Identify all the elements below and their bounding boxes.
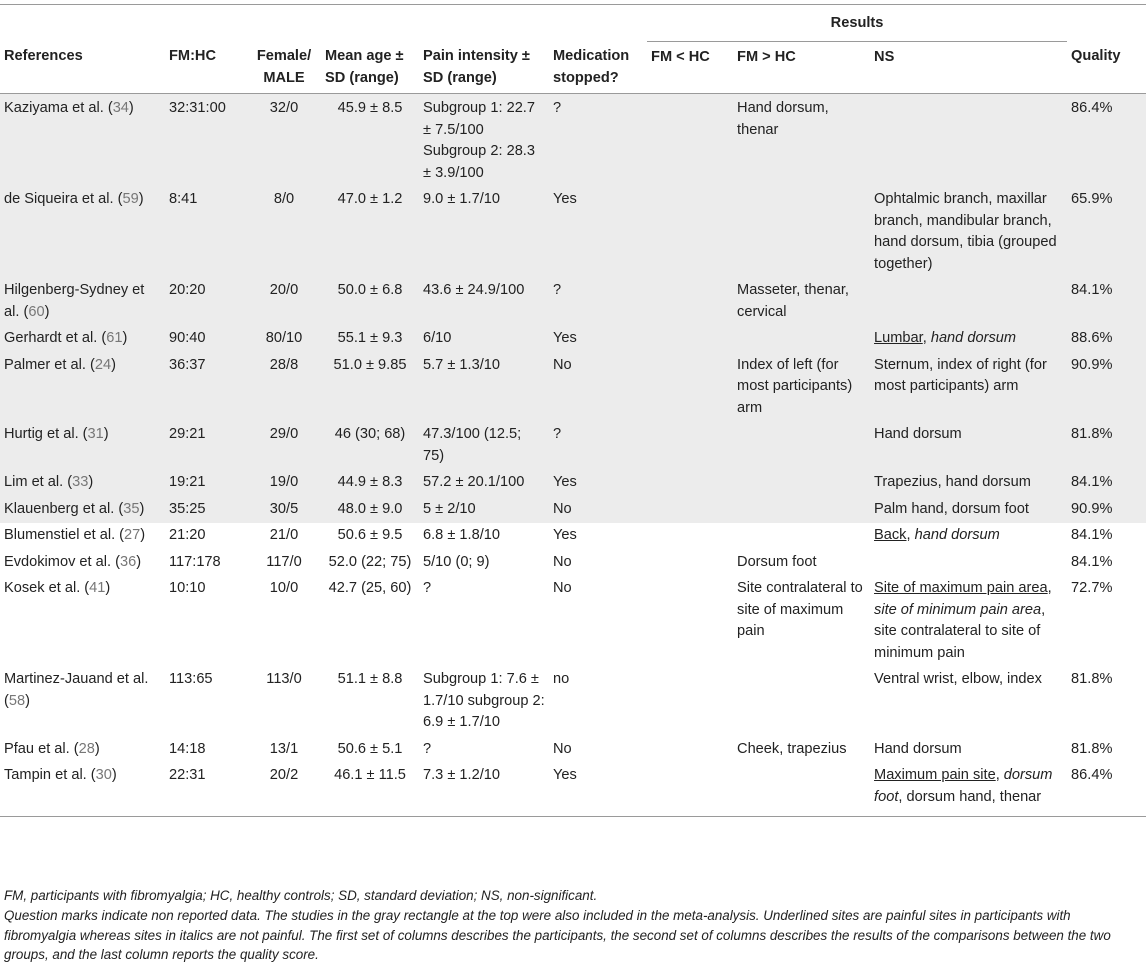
- reference-close: ): [105, 580, 111, 596]
- cell-reference: [0, 737, 165, 764]
- ns-separator: ,: [1047, 580, 1052, 596]
- cell-quality: 90.9%: [1067, 497, 1146, 524]
- cell-ns: [870, 550, 1067, 577]
- ns-underlined-site: Lumbar: [874, 330, 923, 346]
- cell-ns: [870, 470, 1067, 497]
- cell-pain-intensity: 57.2 ± 20.1/100: [419, 470, 549, 497]
- col-fm-hc: FM:HC: [169, 48, 217, 64]
- cell-ns: [870, 576, 1067, 667]
- col-fm-lt-hc: FM < HC: [651, 48, 710, 65]
- ns-site: Hand dorsum: [874, 426, 962, 442]
- cell-fm-hc: 36:37: [165, 353, 247, 423]
- cell-quality: 84.1%: [1071, 553, 1113, 570]
- cell-female-male: 13/1: [269, 740, 299, 757]
- cell-fm-lt-hc: [647, 326, 733, 353]
- cell-reference: [0, 763, 165, 817]
- reference-number: 31: [87, 426, 104, 442]
- cell-mean-age: 50.0 ± 6.8: [321, 278, 419, 326]
- reference-close: ): [103, 426, 109, 442]
- reference-close: ): [44, 303, 50, 320]
- reference-text: de Siqueira et al. (: [4, 191, 123, 207]
- cell-ns: [870, 763, 1067, 817]
- studies-table: [0, 4, 1146, 817]
- cell-fm-lt-hc: [647, 470, 733, 497]
- cell-reference: [0, 497, 165, 524]
- ns-separator: ,: [898, 788, 907, 805]
- cell-fm-hc: 14:18: [169, 740, 206, 757]
- reference-number: 27: [124, 527, 141, 543]
- cell-quality: 72.7%: [1071, 580, 1113, 596]
- cell-quality: 84.1%: [1071, 527, 1113, 543]
- cell-mean-age: 51.1 ± 8.8: [337, 671, 403, 687]
- cell-female-male: 20/2: [269, 767, 299, 783]
- cell-reference: [0, 353, 165, 423]
- cell-fm-lt-hc: [647, 667, 733, 737]
- cell-fm-gt-hc: [733, 763, 870, 817]
- ns-separator: ,: [1041, 601, 1046, 618]
- cell-medication: No: [553, 580, 572, 596]
- cell-fm-gt-hc: [733, 422, 870, 470]
- reference-number: 33: [72, 474, 89, 490]
- cell-medication: ?: [549, 422, 647, 470]
- cell-ns: [870, 523, 1067, 550]
- cell-mean-age: 50.6 ± 9.5: [337, 527, 403, 543]
- table-row: [0, 353, 1146, 423]
- reference-number: 28: [78, 740, 95, 757]
- cell-pain-intensity: 47.3/100 (12.5; 75): [419, 422, 549, 470]
- reference-close: ): [111, 356, 116, 373]
- reference-number: 60: [28, 303, 45, 320]
- cell-pain-intensity: 6/10: [419, 326, 549, 353]
- reference-close: ): [25, 692, 30, 709]
- reference-text: Blumenstiel et al. (: [4, 527, 125, 543]
- cell-medication: ?: [549, 278, 647, 326]
- cell-fm-lt-hc: [647, 763, 733, 817]
- table-row: [0, 422, 1146, 470]
- reference-text: Martinez-Jauand et al. (: [4, 671, 149, 709]
- reference-number: 30: [95, 767, 112, 783]
- cell-mean-age: 51.0 ± 9.85: [321, 353, 419, 423]
- cell-medication: No: [553, 553, 572, 570]
- col-quality: Quality: [1071, 48, 1121, 64]
- cell-fm-lt-hc: [647, 523, 733, 550]
- cell-female-male: 80/10: [247, 326, 321, 353]
- ns-site: Palm hand, dorsum foot: [874, 500, 1029, 517]
- cell-fm-hc: 113:65: [169, 671, 213, 687]
- cell-fm-gt-hc: [733, 523, 870, 550]
- cell-reference: [0, 667, 165, 737]
- cell-pain-intensity: 5/10 (0; 9): [423, 553, 490, 570]
- table-body: [0, 94, 1146, 817]
- footnote-notes: Question marks indicate non reported data. The studies in the gray rectangle at the top were also included in the meta-analysis. Underlined sites are painful sites in participants with fibromyalgia whereas sites in italics are not painful. The first set of columns describes the participants, the second set of columns describes the results of the comparisons between the two groups, and the last column reports the quality score.: [4, 907, 1111, 963]
- reference-close: ): [128, 100, 134, 116]
- ns-underlined-site: Site of maximum pain area: [874, 580, 1048, 596]
- header-row: [0, 41, 1146, 94]
- cell-fm-lt-hc: [647, 737, 733, 764]
- ns-italic-site: hand dorsum: [930, 330, 1017, 346]
- reference-number: 36: [119, 553, 137, 570]
- col-medication: Medication stopped?: [553, 48, 630, 86]
- cell-reference: [0, 326, 165, 353]
- cell-mean-age: 44.9 ± 8.3: [321, 470, 419, 497]
- reference-number: 58: [8, 692, 26, 709]
- cell-ns: [870, 353, 1067, 423]
- col-fm-gt-hc: FM > HC: [737, 48, 796, 65]
- cell-fm-lt-hc: [647, 497, 733, 524]
- table-row: [0, 94, 1146, 188]
- cell-mean-age: 47.0 ± 1.2: [321, 187, 419, 278]
- cell-reference: [0, 278, 165, 326]
- cell-pain-intensity: 6.8 ± 1.8/10: [423, 527, 500, 543]
- ns-site: dorsum hand, thenar: [906, 788, 1042, 805]
- reference-text: Kaziyama et al. (: [4, 100, 113, 116]
- cell-female-male: 30/5: [247, 497, 321, 524]
- reference-number: 61: [106, 330, 123, 346]
- cell-pain-intensity: ?: [423, 580, 432, 596]
- cell-medication: Yes: [549, 470, 647, 497]
- cell-fm-hc: 20:20: [165, 278, 247, 326]
- cell-reference: [0, 550, 165, 577]
- ns-separator: ,: [906, 527, 915, 543]
- cell-medication: Yes: [553, 527, 577, 543]
- cell-fm-lt-hc: [647, 353, 733, 423]
- cell-fm-lt-hc: [647, 278, 733, 326]
- col-female-male: Female/ MALE: [256, 48, 312, 86]
- cell-fm-lt-hc: [647, 94, 733, 188]
- cell-quality: 84.1%: [1067, 278, 1146, 326]
- cell-ns: [870, 497, 1067, 524]
- cell-female-male: 28/8: [247, 353, 321, 423]
- cell-medication: no: [553, 671, 570, 687]
- reference-text: Lim et al. (: [4, 474, 73, 490]
- cell-ns: [870, 94, 1067, 188]
- cell-female-male: 117/0: [266, 553, 302, 570]
- cell-mean-age: 45.9 ± 8.5: [321, 94, 419, 188]
- cell-quality: 86.4%: [1071, 767, 1113, 783]
- col-mean-age: Mean age ± SD (range): [325, 48, 404, 86]
- reference-close: ): [139, 500, 145, 517]
- col-pain-intensity: Pain intensity ± SD (range): [423, 48, 530, 86]
- col-ns: NS: [874, 48, 895, 65]
- ns-underlined-site: Back: [874, 527, 907, 543]
- cell-female-male: 32/0: [247, 94, 321, 188]
- cell-fm-gt-hc: [733, 326, 870, 353]
- cell-fm-hc: 22:31: [169, 767, 206, 783]
- table-row: [0, 576, 1146, 667]
- cell-fm-gt-hc: [733, 470, 870, 497]
- cell-mean-age: 55.1 ± 9.3: [321, 326, 419, 353]
- cell-fm-gt-hc: Dorsum foot: [737, 553, 817, 570]
- cell-medication: ?: [549, 94, 647, 188]
- header-row-results: [0, 5, 1146, 42]
- cell-fm-hc: 21:20: [169, 527, 206, 543]
- cell-medication: Yes: [553, 767, 577, 783]
- ns-site: Trapezius, hand dorsum: [874, 474, 1031, 490]
- cell-fm-hc: 8:41: [165, 187, 247, 278]
- results-header: Results: [647, 5, 1067, 42]
- reference-text: Hurtig et al. (: [4, 426, 88, 442]
- reference-close: ): [140, 527, 146, 543]
- reference-text: Kosek et al. (: [4, 580, 90, 596]
- ns-underlined-site: Maximum pain site: [874, 767, 996, 783]
- cell-pain-intensity: Subgroup 1: 7.6 ± 1.7/10 subgroup 2: 6.9 ± 1.7/10: [423, 671, 545, 730]
- cell-fm-lt-hc: [647, 576, 733, 667]
- ns-site: Sternum, index of right (for most participants) arm: [874, 356, 1047, 394]
- reference-text: Klauenberg et al. (: [4, 500, 124, 517]
- reference-close: ): [111, 767, 117, 783]
- table-row: [0, 737, 1146, 764]
- cell-fm-gt-hc: Hand dorsum, thenar: [733, 94, 870, 188]
- cell-quality: 88.6%: [1067, 326, 1146, 353]
- table-row: [0, 550, 1146, 577]
- ns-italic-site: hand dorsum: [914, 527, 1000, 543]
- cell-quality: 81.8%: [1067, 422, 1146, 470]
- cell-quality: 84.1%: [1067, 470, 1146, 497]
- cell-ns: [870, 278, 1067, 326]
- ns-italic-site: dorsum foot: [874, 767, 1053, 805]
- cell-quality: 81.8%: [1071, 740, 1113, 757]
- reference-number: 24: [94, 356, 112, 373]
- table-row: [0, 497, 1146, 524]
- cell-pain-intensity: 5 ± 2/10: [419, 497, 549, 524]
- cell-fm-gt-hc: Cheek, trapezius: [737, 740, 847, 757]
- cell-fm-hc: 117:178: [169, 553, 221, 570]
- cell-reference: [0, 576, 165, 667]
- cell-medication: No: [553, 740, 572, 757]
- cell-fm-lt-hc: [647, 187, 733, 278]
- cell-pain-intensity: 7.3 ± 1.2/10: [423, 767, 500, 783]
- table-row: [0, 278, 1146, 326]
- cell-fm-gt-hc: Masseter, thenar, cervical: [733, 278, 870, 326]
- cell-reference: [0, 187, 165, 278]
- cell-medication: No: [549, 497, 647, 524]
- col-references: References: [4, 48, 83, 64]
- cell-ns: [870, 667, 1067, 737]
- cell-fm-lt-hc: [647, 550, 733, 577]
- reference-close: ): [136, 553, 142, 570]
- cell-pain-intensity: ?: [423, 740, 432, 757]
- cell-fm-hc: 19:21: [165, 470, 247, 497]
- table-row: [0, 667, 1146, 737]
- cell-mean-age: 46.1 ± 11.5: [334, 767, 406, 783]
- cell-female-male: 29/0: [247, 422, 321, 470]
- cell-mean-age: 50.6 ± 5.1: [337, 740, 403, 757]
- reference-number: 41: [89, 580, 106, 596]
- cell-ns: [870, 326, 1067, 353]
- cell-reference: [0, 422, 165, 470]
- cell-fm-hc: 90:40: [165, 326, 247, 353]
- reference-number: 35: [123, 500, 140, 517]
- cell-reference: [0, 523, 165, 550]
- cell-quality: 86.4%: [1067, 94, 1146, 188]
- cell-fm-gt-hc: [733, 187, 870, 278]
- cell-fm-hc: 32:31:00: [165, 94, 247, 188]
- reference-close: ): [122, 330, 128, 346]
- cell-mean-age: 48.0 ± 9.0: [321, 497, 419, 524]
- ns-site: Ventral wrist, elbow, index: [874, 671, 1042, 687]
- cell-pain-intensity: 43.6 ± 24.9/100: [419, 278, 549, 326]
- cell-fm-gt-hc: [733, 667, 870, 737]
- cell-quality: 81.8%: [1071, 671, 1113, 687]
- ns-site: Hand dorsum: [874, 740, 962, 757]
- reference-close: ): [138, 191, 144, 207]
- cell-ns: [870, 187, 1067, 278]
- cell-reference: [0, 94, 165, 188]
- cell-fm-gt-hc: Site contralateral to site of maximum pain: [737, 580, 863, 639]
- cell-female-male: 21/0: [269, 527, 299, 543]
- cell-fm-hc: 29:21: [165, 422, 247, 470]
- cell-medication: Yes: [549, 187, 647, 278]
- table-footnote: [4, 886, 1142, 965]
- footnote-abbreviations: FM, participants with fibromyalgia; HC, healthy controls; SD, standard deviation; NS, non-significant.: [4, 888, 598, 903]
- cell-fm-hc: 35:25: [165, 497, 247, 524]
- reference-text: Palmer et al. (: [4, 356, 95, 373]
- reference-close: ): [94, 740, 100, 757]
- reference-close: ): [88, 474, 94, 490]
- ns-separator: ,: [995, 767, 1004, 783]
- cell-fm-hc: 10:10: [169, 580, 206, 596]
- cell-fm-gt-hc: Index of left (for most participants) arm: [733, 353, 870, 423]
- reference-text: Gerhardt et al. (: [4, 330, 107, 346]
- cell-pain-intensity: 5.7 ± 1.3/10: [419, 353, 549, 423]
- ns-site: Ophtalmic branch, maxillar branch, mandibular branch, hand dorsum, tibia (grouped together): [874, 191, 1057, 272]
- cell-medication: Yes: [549, 326, 647, 353]
- table-row: [0, 187, 1146, 278]
- cell-medication: No: [549, 353, 647, 423]
- cell-reference: [0, 470, 165, 497]
- reference-number: 34: [112, 100, 129, 116]
- cell-pain-intensity: 9.0 ± 1.7/10: [419, 187, 549, 278]
- ns-italic-site: site of minimum pain area: [874, 601, 1042, 618]
- cell-quality: 90.9%: [1067, 353, 1146, 423]
- cell-female-male: 20/0: [247, 278, 321, 326]
- reference-text: Evdokimov et al. (: [4, 553, 120, 570]
- cell-pain-intensity: Subgroup 1: 22.7 ± 7.5/100 Subgroup 2: 28.3 ± 3.9/100: [419, 94, 549, 188]
- reference-text: Pfau et al. (: [4, 740, 79, 757]
- table-row: [0, 326, 1146, 353]
- cell-female-male: 8/0: [247, 187, 321, 278]
- table-row: [0, 523, 1146, 550]
- cell-mean-age: 52.0 (22; 75): [328, 553, 412, 570]
- table-row: [0, 470, 1146, 497]
- cell-fm-lt-hc: [647, 422, 733, 470]
- cell-mean-age: 46 (30; 68): [321, 422, 419, 470]
- cell-ns: [870, 422, 1067, 470]
- cell-female-male: 19/0: [247, 470, 321, 497]
- table-row: [0, 763, 1146, 817]
- reference-number: 59: [122, 191, 139, 207]
- cell-ns: [870, 737, 1067, 764]
- cell-fm-gt-hc: [733, 497, 870, 524]
- cell-quality: 65.9%: [1067, 187, 1146, 278]
- reference-text: Hilgenberg-Sydney et al. (: [4, 282, 145, 320]
- ns-separator: ,: [922, 330, 931, 346]
- cell-female-male: 113/0: [266, 671, 302, 687]
- reference-text: Tampin et al. (: [4, 767, 96, 783]
- ns-site: site contralateral to site of minimum pain: [874, 623, 1041, 661]
- cell-female-male: 10/0: [269, 580, 299, 596]
- cell-mean-age: 42.7 (25, 60): [328, 580, 412, 596]
